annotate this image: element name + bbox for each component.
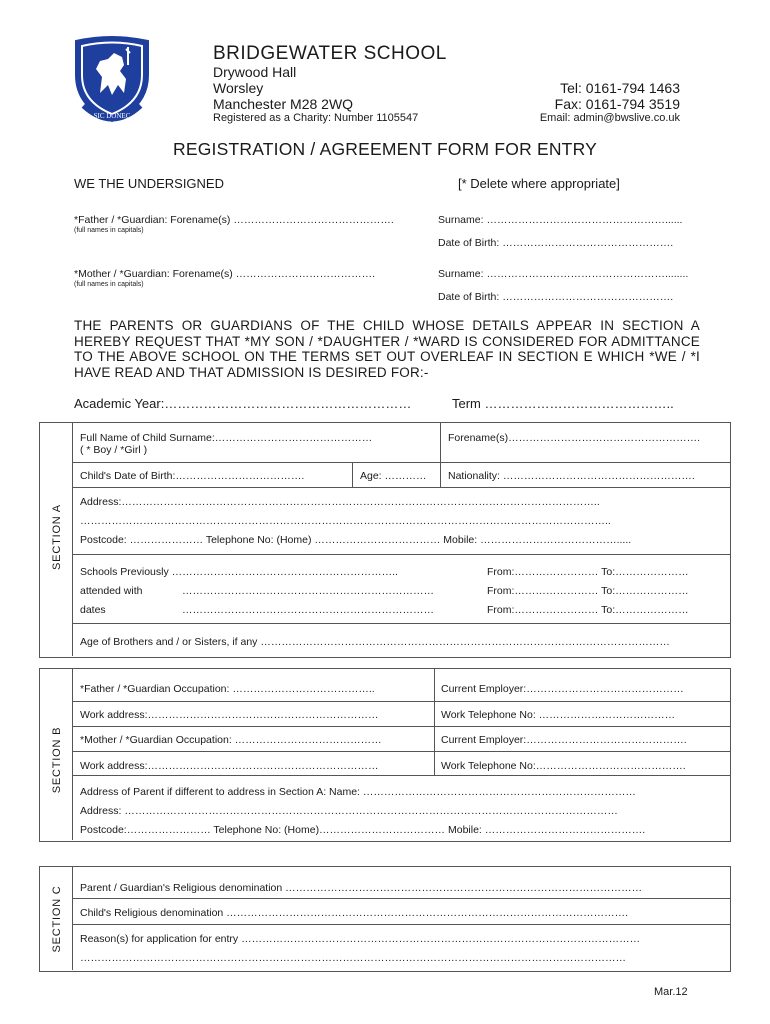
- address-line-1: Drywood Hall: [213, 64, 297, 80]
- school-crest-logo: [70, 35, 154, 123]
- section-c-label: SECTION C: [51, 885, 63, 953]
- father-surname-field[interactable]: Surname: ……………………………………………......: [438, 214, 683, 226]
- school-from-to-2[interactable]: From:…………………… To:…………………: [487, 585, 689, 597]
- child-dob-field[interactable]: Child's Date of Birth:……………………………….: [80, 470, 305, 482]
- mother-work-tel-field[interactable]: Work Telephone No:…………………………………….: [441, 760, 686, 772]
- application-reasons-line-2[interactable]: …………………………………………………………………………………………………………………………………………: [80, 952, 626, 964]
- footer-date: Mar.12: [654, 986, 688, 998]
- mother-forename-field[interactable]: *Mother / *Guardian: Forename(s) ………………………………….: [74, 268, 376, 280]
- child-surname-field[interactable]: Full Name of Child Surname:………………………………………: [80, 432, 373, 444]
- application-reasons-field[interactable]: Reason(s) for application for entry ……………………………………………………………………………………………………: [80, 933, 641, 945]
- child-forename-field[interactable]: Forename(s)……………………………………………….: [448, 432, 701, 444]
- father-work-tel-field[interactable]: Work Telephone No: …………………………………: [441, 709, 676, 721]
- child-age-field[interactable]: Age: …………: [360, 470, 427, 482]
- full-names-note: (full names in capitals): [74, 227, 144, 234]
- child-address-field[interactable]: Address:………………………………………………………………………………………………………………………..: [80, 496, 600, 508]
- form-title: REGISTRATION / AGREEMENT FORM FOR ENTRY: [173, 139, 597, 159]
- dates-label: dates: [80, 604, 106, 616]
- full-names-note: (full names in capitals): [74, 281, 144, 288]
- father-forename-field[interactable]: *Father / *Guardian: Forename(s) ……………………………………….: [74, 214, 394, 226]
- child-postcode-phone-field[interactable]: Postcode: ………………… Telephone No: (Home) ……………………………… Mobile: ………………………………….....: [80, 534, 632, 546]
- fax: Fax: 0161-794 3519: [554, 96, 680, 112]
- boy-girl-note: ( * Boy / *Girl ): [80, 444, 148, 456]
- undersigned-heading: WE THE UNDERSIGNED: [74, 176, 224, 191]
- academic-year-field[interactable]: Academic Year:…………………………………………………: [74, 396, 412, 411]
- mother-dob-field[interactable]: Date of Birth: ………………………………………….: [438, 291, 674, 303]
- section-b-label: SECTION B: [51, 726, 63, 794]
- siblings-ages-field[interactable]: Age of Brothers and / or Sisters, if any ………………………………………………………………………………………………………: [80, 636, 670, 648]
- mother-work-address-field[interactable]: Work address:…………………………………………………………: [80, 760, 379, 772]
- mother-occupation-field[interactable]: *Mother / *Guardian Occupation: ……………………………………: [80, 734, 382, 746]
- mother-employer-field[interactable]: Current Employer:……………………………………….: [441, 734, 687, 746]
- term-field[interactable]: Term ……………………………………..: [452, 396, 674, 411]
- parent-alt-postcode-field[interactable]: Postcode:…………………… Telephone No: (Home)……………………………… Mobile: ……………………………………….: [80, 824, 646, 836]
- father-work-address-field[interactable]: Work address:…………………………………………………………: [80, 709, 379, 721]
- school-from-to-1[interactable]: From:…………………… To:…………………: [487, 566, 689, 578]
- father-occupation-field[interactable]: *Father / *Guardian Occupation: …………………………………..: [80, 683, 375, 695]
- mother-surname-field[interactable]: Surname: ……………………………………………........: [438, 268, 689, 280]
- parent-alt-address-name-field[interactable]: Address of Parent if different to address in Section A: Name: ……………………………………………………………………: [80, 786, 636, 798]
- school-name: BRIDGEWATER SCHOOL: [213, 43, 447, 64]
- attended-with-label: attended with: [80, 585, 143, 597]
- father-dob-field[interactable]: Date of Birth: ………………………………………….: [438, 237, 674, 249]
- nationality-field[interactable]: Nationality: ……………………………………………….: [448, 470, 695, 482]
- crest-motto: SIC DONEC: [93, 112, 131, 120]
- email: Email: admin@bwslive.co.uk: [539, 112, 680, 124]
- charity-number: Registered as a Charity: Number 1105547: [213, 112, 419, 124]
- school-from-to-3[interactable]: From:…………………… To:…………………: [487, 604, 689, 616]
- previous-school-2-field[interactable]: ………………………………………………………………: [182, 585, 434, 597]
- address-line-2: Worsley: [213, 80, 264, 96]
- previous-school-3-field[interactable]: ………………………………………………………………: [182, 604, 434, 616]
- telephone: Tel: 0161-794 1463: [560, 80, 680, 96]
- child-address-line-2[interactable]: ……………………………………………………………………………………………………………………………………..: [80, 515, 611, 527]
- address-line-3: Manchester M28 2WQ: [213, 96, 354, 112]
- father-employer-field[interactable]: Current Employer:………………………………………: [441, 683, 684, 695]
- parent-alt-address-field[interactable]: Address: ……………………………………………………………………………………………………………………………: [80, 805, 618, 817]
- declaration-paragraph: THE PARENTS OR GUARDIANS OF THE CHILD WHOSE DETAILS APPEAR IN SECTION A HEREBY REQUEST THAT *MY SON / *DAUGHTER / *WARD IS CONSIDERED FOR ADMITTANCE TO THE ABOVE SCHOOL ON THE TERMS SET OUT OVERLEAF IN SECTION E WHICH *WE / *I HAVE READ AND THAT ADMISSION IS DESIRED FOR:-: [74, 318, 700, 380]
- child-religion-field[interactable]: Child's Religious denomination …………………………………………………………………………………………………….: [80, 907, 629, 919]
- delete-note: [* Delete where appropriate]: [458, 176, 620, 191]
- parent-religion-field[interactable]: Parent / Guardian's Religious denomination …………………………………………………………………………………………: [80, 882, 643, 894]
- previous-schools-field[interactable]: Schools Previously ………………………………………………………..: [80, 566, 398, 578]
- section-a-label: SECTION A: [51, 504, 63, 570]
